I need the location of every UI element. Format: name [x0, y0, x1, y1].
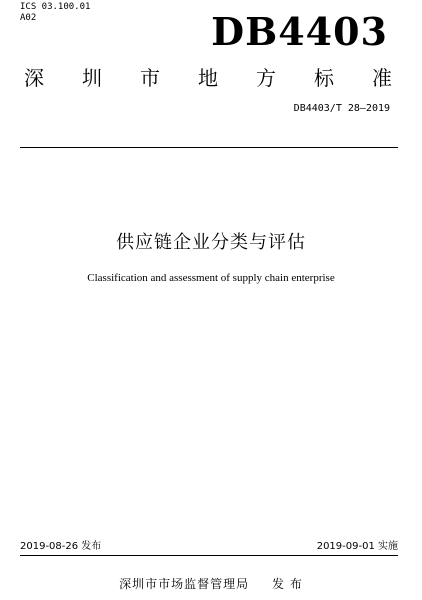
- header-divider: [20, 147, 398, 148]
- standard-type-char: 方: [256, 66, 276, 90]
- standard-type-char: 标: [314, 66, 334, 90]
- standard-type-char: 深: [24, 66, 44, 90]
- standard-type-char: 市: [140, 66, 160, 90]
- footer-divider: [20, 555, 398, 556]
- standard-type-char: 圳: [82, 66, 102, 90]
- issuer-organization: 深圳市市场监督管理局: [119, 577, 250, 591]
- issuer-action: 发 布: [272, 577, 303, 591]
- ics-code: ICS 03.100.01: [20, 2, 91, 12]
- publish-date: 2019-08-26 发布: [20, 541, 102, 552]
- classification-code: A02: [20, 13, 37, 23]
- document-title-chinese: 供应链企业分类与评估: [116, 232, 306, 253]
- effective-date: 2019-09-01 实施: [316, 541, 398, 552]
- standard-type: [24, 64, 392, 92]
- standard-type-char: 准: [372, 66, 392, 90]
- document-title-english: Classification and assessment of supply chain enterprise: [87, 272, 335, 284]
- standard-type-char: 地: [198, 66, 218, 90]
- issuer: [0, 576, 422, 592]
- standard-code: DB4403: [211, 9, 388, 54]
- standard-number: DB4403/T 28—2019: [293, 103, 390, 114]
